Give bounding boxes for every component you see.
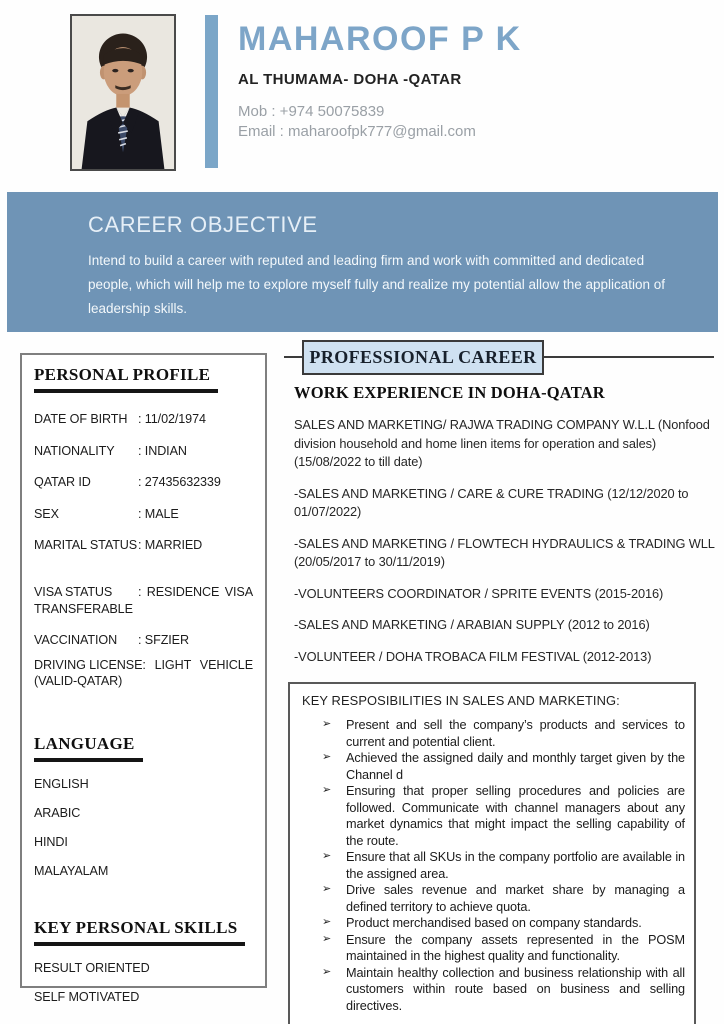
profile-label: DATE OF BIRTH [34,412,128,426]
responsibility-text: Drive sales revenue and market share by managing a defined territory to achieve quota. [346,883,685,914]
accent-vertical-bar [205,15,218,168]
profile-label: NATIONALITY [34,443,115,458]
responsibility-item [302,750,685,783]
career-objective-text: Intend to build a career with reputed and leading firm and work with committed and dedicated people, which will help me to explore myself fully and realize my potential allow the application of leadership skills. [88,253,666,317]
profile-row [34,443,253,460]
job-entry: -SALES AND MARKETING / ARABIAN SUPPLY (2012 to 2016) [294,617,650,633]
candidate-name: MAHAROOF P K [238,20,522,58]
profile-value: : LIGHT VEHICLE (VALID-QATAR) [34,657,253,689]
profile-row [34,657,253,690]
profile-value: : 11/02/1974 [138,412,206,426]
language-item: ARABIC [34,806,81,821]
profile-row [34,584,253,617]
profile-value: : INDIAN [138,443,187,458]
language-title: LANGUAGE [34,734,143,762]
profile-value: : SFZIER [138,633,189,648]
mobile-line: Mob : +974 50075839 [238,103,385,120]
profile-value: : RESIDENCE VISA TRANSFERABLE [34,585,253,616]
responsibility-text: Ensure that all SKUs in the company portfolio are available in the assigned area. [346,850,685,881]
profile-value: : MALE [138,506,179,521]
arrow-bullet-icon: ➢ [322,883,332,896]
responsibility-text: Ensuring that proper selling procedures and policies are followed. Communicate with channel managers about any market dynamics that might impact the selling capability of the route. [346,784,685,848]
profile-label: VISA STATUS [34,585,113,600]
portrait-photo-drawing [72,16,174,169]
job-entry: -SALES AND MARKETING / FLOWTECH HYDRAULICS & TRADING WLL (20/05/2017 to 30/11/2019) [294,535,715,570]
job-entry: -VOLUNTEERS COORDINATOR / SPRITE EVENTS (2015-2016) [294,585,664,601]
profile-row [34,506,253,523]
arrow-bullet-icon: ➢ [322,916,332,929]
responsibility-item [302,849,685,882]
portrait-photo [70,14,176,171]
language-item: MALAYALAM [34,864,109,879]
personal-profile-panel [20,353,267,1005]
profile-label: VACCINATION [34,633,118,648]
profile-row [34,632,253,649]
responsibility-text: Ensure the company assets represented in the POSM maintained in the highest quality and functionality. [346,932,685,964]
profile-label: MARITAL STATUS [34,538,138,553]
language-item: HINDI [34,835,68,850]
responsibilities-panel [288,682,696,1024]
email-line: Email : maharoofpk777@gmail.com [238,123,476,141]
professional-career-banner [286,338,718,377]
personal-profile-title: PERSONAL PROFILE [34,365,218,393]
job-entry: -SALES AND MARKETING / CARE & CURE TRADING (12/12/2020 to 01/07/2022) [294,485,689,520]
responsibility-item [302,882,685,915]
professional-career-column [286,338,718,1024]
language-section [34,734,253,878]
job-entry: SALES AND MARKETING/ RAJWA TRADING COMPANY W.L.L (Nonfood division household and home linen items for operation and sales) (15/08/2022 to till date) [294,417,710,470]
key-skills-section [34,918,253,1004]
responsibility-text: Present and sell the company’s products and services to current and potential client. [346,718,685,749]
skill-item: SELF MOTIVATED [34,990,140,1005]
skill-item: RESULT ORIENTED [34,961,150,976]
arrow-bullet-icon: ➢ [322,850,332,863]
profile-label: SEX [34,506,59,521]
profile-row [34,537,253,554]
responsibility-item [302,915,685,932]
header [238,20,708,143]
responsibilities-list [302,717,685,1014]
work-experience-heading: WORK EXPERIENCE IN DOHA-QATAR [294,383,605,402]
profile-row [34,474,253,491]
key-skills-title: KEY PERSONAL SKILLS [34,918,245,946]
candidate-address: AL THUMAMA- DOHA -QATAR [238,71,462,88]
language-item: ENGLISH [34,777,89,792]
arrow-bullet-icon: ➢ [322,965,332,978]
career-objective-title: CAREER OBJECTIVE [88,212,318,237]
profile-label: DRIVING LICENSE [34,657,143,672]
responsibility-text: Maintain healthy collection and business relationship with all customers within route based on business and selling directives. [346,965,685,1013]
responsibility-item [302,932,685,965]
responsibility-item [302,717,685,750]
professional-career-title: PROFESSIONAL CAREER [302,340,544,375]
responsibilities-heading: KEY RESPOSIBILITIES IN SALES AND MARKETING: [302,693,620,709]
arrow-bullet-icon: ➢ [322,751,332,764]
job-entry: -VOLUNTEER / DOHA TROBACA FILM FESTIVAL (2012-2013) [294,648,652,664]
profile-value: : MARRIED [138,538,203,553]
arrow-bullet-icon: ➢ [322,784,332,797]
profile-label: QATAR ID [34,475,91,490]
responsibility-item [302,965,685,1015]
responsibility-text: Achieved the assigned daily and monthly target given by the Channel d [346,751,685,782]
career-objective-banner [7,192,718,332]
contact-block [238,102,708,143]
arrow-bullet-icon: ➢ [322,718,332,731]
responsibility-item [302,783,685,849]
responsibility-text: Product merchandised based on company standards. [346,916,642,931]
profile-row [34,411,253,428]
profile-value: : 27435632339 [138,475,221,490]
arrow-bullet-icon: ➢ [322,932,332,945]
